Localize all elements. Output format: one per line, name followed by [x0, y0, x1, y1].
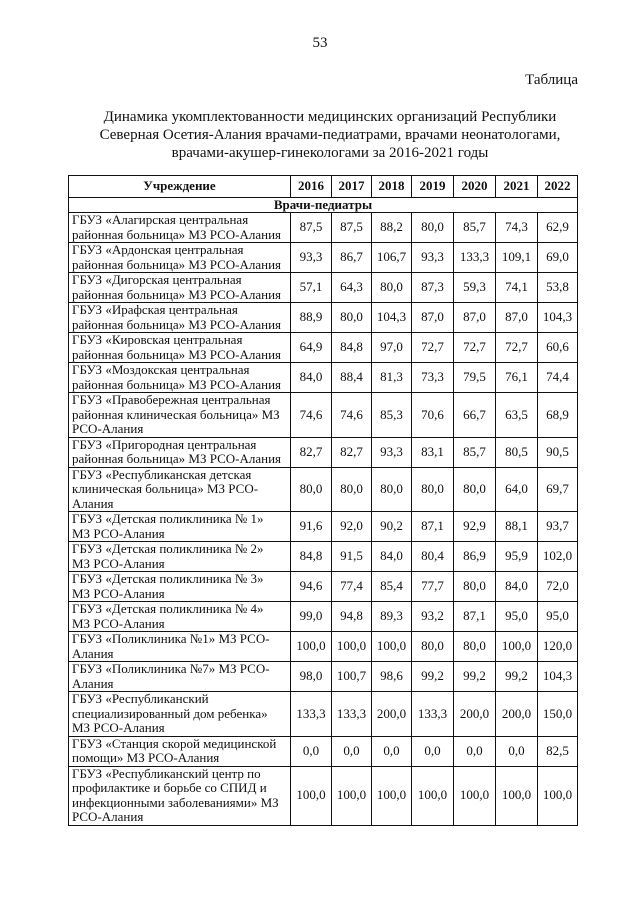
value-cell: 80,0: [412, 213, 454, 243]
value-cell: 104,3: [538, 303, 578, 333]
value-cell: 93,3: [412, 243, 454, 273]
value-cell: 74,6: [332, 393, 372, 438]
year-column-header: 2016: [291, 176, 332, 198]
value-cell: 93,2: [412, 602, 454, 632]
value-cell: 86,9: [454, 542, 496, 572]
value-cell: 80,0: [372, 467, 412, 512]
value-cell: 90,5: [538, 437, 578, 467]
value-cell: 73,3: [412, 363, 454, 393]
value-cell: 80,5: [496, 437, 538, 467]
value-cell: 84,8: [332, 333, 372, 363]
value-cell: 84,8: [291, 542, 332, 572]
institution-cell: ГБУЗ «Моздокская центральная районная больница» МЗ РСО-Алания: [69, 363, 291, 393]
value-cell: 64,0: [496, 467, 538, 512]
table-row: [69, 213, 578, 243]
year-column-header: 2018: [372, 176, 412, 198]
value-cell: 77,7: [412, 572, 454, 602]
value-cell: 80,0: [412, 467, 454, 512]
value-cell: 84,0: [372, 542, 412, 572]
value-cell: 0,0: [496, 736, 538, 766]
value-cell: 80,0: [291, 467, 332, 512]
value-cell: 99,0: [291, 602, 332, 632]
year-column-header: 2019: [412, 176, 454, 198]
value-cell: 63,5: [496, 393, 538, 438]
value-cell: 64,3: [332, 273, 372, 303]
value-cell: 104,3: [372, 303, 412, 333]
institution-cell: ГБУЗ «Детская поликлиника № 3» МЗ РСО-Алания: [69, 572, 291, 602]
institution-cell: ГБУЗ «Ирафская центральная районная больница» МЗ РСО-Алания: [69, 303, 291, 333]
value-cell: 62,9: [538, 213, 578, 243]
value-cell: 82,7: [332, 437, 372, 467]
value-cell: 109,1: [496, 243, 538, 273]
table-header-row: [69, 176, 578, 198]
value-cell: 72,0: [538, 572, 578, 602]
value-cell: 87,3: [412, 273, 454, 303]
value-cell: 82,7: [291, 437, 332, 467]
table-row: [69, 692, 578, 737]
value-cell: 84,0: [291, 363, 332, 393]
section-title: Врачи-педиатры: [69, 197, 578, 213]
value-cell: 74,4: [538, 363, 578, 393]
table-row: [69, 736, 578, 766]
value-cell: 87,0: [454, 303, 496, 333]
value-cell: 88,9: [291, 303, 332, 333]
value-cell: 95,9: [496, 542, 538, 572]
value-cell: 100,0: [332, 632, 372, 662]
institution-cell: ГБУЗ «Станция скорой медицинской помощи» МЗ РСО-Алания: [69, 736, 291, 766]
value-cell: 68,9: [538, 393, 578, 438]
value-cell: 93,7: [538, 512, 578, 542]
institution-cell: ГБУЗ «Республиканский специализированный дом ребенка» МЗ РСО-Алания: [69, 692, 291, 737]
value-cell: 133,3: [332, 692, 372, 737]
value-cell: 80,0: [332, 467, 372, 512]
value-cell: 95,0: [538, 602, 578, 632]
table-row: [69, 243, 578, 273]
value-cell: 133,3: [291, 692, 332, 737]
year-column-header: 2021: [496, 176, 538, 198]
value-cell: 100,0: [332, 766, 372, 825]
institution-cell: ГБУЗ «Пригородная центральная районная больница» МЗ РСО-Алания: [69, 437, 291, 467]
table-row: [69, 512, 578, 542]
table-row: [69, 542, 578, 572]
value-cell: 100,0: [291, 766, 332, 825]
table-row: [69, 572, 578, 602]
value-cell: 100,7: [332, 662, 372, 692]
value-cell: 90,2: [372, 512, 412, 542]
value-cell: 98,0: [291, 662, 332, 692]
value-cell: 80,0: [412, 632, 454, 662]
value-cell: 57,1: [291, 273, 332, 303]
table-body: [69, 197, 578, 825]
value-cell: 100,0: [372, 766, 412, 825]
value-cell: 99,2: [454, 662, 496, 692]
value-cell: 69,0: [538, 243, 578, 273]
institution-cell: ГБУЗ «Республиканская детская клиническая больница» МЗ РСО- Алания: [69, 467, 291, 512]
year-column-header: 2017: [332, 176, 372, 198]
value-cell: 60,6: [538, 333, 578, 363]
year-column-header: 2020: [454, 176, 496, 198]
institution-cell: ГБУЗ «Правобережная центральная районная клиническая больница» МЗ РСО-Алания: [69, 393, 291, 438]
section-row: [69, 197, 578, 213]
table-title: Динамика укомплектованности медицинских организаций Республики Северная Осетия-Алания врачами-педиатрами, врачами неонатологами, врачами-акушер-гинекологами за 2016-2021 годы: [99, 109, 561, 161]
table-row: [69, 333, 578, 363]
institution-cell: ГБУЗ «Республиканский центр по профилактике и борьбе со СПИД и инфекционными заболеваниями» МЗ РСО-Алания: [69, 766, 291, 825]
value-cell: 100,0: [372, 632, 412, 662]
value-cell: 87,5: [291, 213, 332, 243]
value-cell: 86,7: [332, 243, 372, 273]
table-row: [69, 393, 578, 438]
value-cell: 97,0: [372, 333, 412, 363]
value-cell: 91,5: [332, 542, 372, 572]
value-cell: 87,0: [496, 303, 538, 333]
value-cell: 100,0: [496, 632, 538, 662]
value-cell: 0,0: [454, 736, 496, 766]
value-cell: 93,3: [372, 437, 412, 467]
institution-cell: ГБУЗ «Кировская центральная районная больница» МЗ РСО-Алания: [69, 333, 291, 363]
value-cell: 87,5: [332, 213, 372, 243]
institution-cell: ГБУЗ «Детская поликлиника № 4» МЗ РСО-Алания: [69, 602, 291, 632]
value-cell: 85,4: [372, 572, 412, 602]
table-row: [69, 363, 578, 393]
value-cell: 64,9: [291, 333, 332, 363]
value-cell: 104,3: [538, 662, 578, 692]
institution-cell: ГБУЗ «Детская поликлиника № 1» МЗ РСО-Алания: [69, 512, 291, 542]
value-cell: 87,0: [412, 303, 454, 333]
value-cell: 70,6: [412, 393, 454, 438]
value-cell: 59,3: [454, 273, 496, 303]
table-row: [69, 273, 578, 303]
institution-cell: ГБУЗ «Дигорская центральная районная больница» МЗ РСО-Алания: [69, 273, 291, 303]
table-row: [69, 602, 578, 632]
value-cell: 74,1: [496, 273, 538, 303]
value-cell: 85,7: [454, 213, 496, 243]
value-cell: 93,3: [291, 243, 332, 273]
page-number: 53: [312, 35, 328, 51]
value-cell: 150,0: [538, 692, 578, 737]
value-cell: 80,0: [332, 303, 372, 333]
institution-cell: ГБУЗ «Поликлиника №1» МЗ РСО- Алания: [69, 632, 291, 662]
value-cell: 100,0: [291, 632, 332, 662]
value-cell: 83,1: [412, 437, 454, 467]
value-cell: 87,1: [454, 602, 496, 632]
value-cell: 80,0: [454, 572, 496, 602]
value-cell: 85,7: [454, 437, 496, 467]
institution-cell: ГБУЗ «Ардонская центральная районная больница» МЗ РСО-Алания: [69, 243, 291, 273]
table-row: [69, 766, 578, 825]
value-cell: 95,0: [496, 602, 538, 632]
value-cell: 77,4: [332, 572, 372, 602]
value-cell: 53,8: [538, 273, 578, 303]
value-cell: 100,0: [454, 766, 496, 825]
value-cell: 100,0: [496, 766, 538, 825]
value-cell: 0,0: [372, 736, 412, 766]
value-cell: 88,4: [332, 363, 372, 393]
value-cell: 72,7: [454, 333, 496, 363]
table-row: [69, 467, 578, 512]
institution-cell: ГБУЗ «Алагирская центральная районная больница» МЗ РСО-Алания: [69, 213, 291, 243]
value-cell: 88,1: [496, 512, 538, 542]
value-cell: 76,1: [496, 363, 538, 393]
institution-cell: ГБУЗ «Детская поликлиника № 2» МЗ РСО-Алания: [69, 542, 291, 572]
value-cell: 98,6: [372, 662, 412, 692]
value-cell: 85,3: [372, 393, 412, 438]
value-cell: 69,7: [538, 467, 578, 512]
value-cell: 99,2: [496, 662, 538, 692]
value-cell: 80,0: [454, 632, 496, 662]
value-cell: 66,7: [454, 393, 496, 438]
year-column-header: 2022: [538, 176, 578, 198]
value-cell: 133,3: [412, 692, 454, 737]
value-cell: 0,0: [291, 736, 332, 766]
value-cell: 120,0: [538, 632, 578, 662]
table-row: [69, 437, 578, 467]
value-cell: 0,0: [412, 736, 454, 766]
value-cell: 92,9: [454, 512, 496, 542]
value-cell: 92,0: [332, 512, 372, 542]
value-cell: 100,0: [538, 766, 578, 825]
value-cell: 200,0: [454, 692, 496, 737]
value-cell: 88,2: [372, 213, 412, 243]
value-cell: 94,6: [291, 572, 332, 602]
value-cell: 200,0: [372, 692, 412, 737]
value-cell: 89,3: [372, 602, 412, 632]
value-cell: 74,6: [291, 393, 332, 438]
value-cell: 74,3: [496, 213, 538, 243]
value-cell: 106,7: [372, 243, 412, 273]
value-cell: 102,0: [538, 542, 578, 572]
value-cell: 200,0: [496, 692, 538, 737]
table-row: [69, 303, 578, 333]
table-row: [69, 632, 578, 662]
value-cell: 94,8: [332, 602, 372, 632]
institution-column-header: Учреждение: [69, 176, 291, 198]
value-cell: 91,6: [291, 512, 332, 542]
value-cell: 80,4: [412, 542, 454, 572]
table-row: [69, 662, 578, 692]
value-cell: 79,5: [454, 363, 496, 393]
value-cell: 99,2: [412, 662, 454, 692]
value-cell: 0,0: [332, 736, 372, 766]
value-cell: 80,0: [454, 467, 496, 512]
value-cell: 82,5: [538, 736, 578, 766]
value-cell: 133,3: [454, 243, 496, 273]
value-cell: 80,0: [372, 273, 412, 303]
value-cell: 87,1: [412, 512, 454, 542]
value-cell: 100,0: [412, 766, 454, 825]
table-label: Таблица: [525, 72, 578, 88]
staffing-table: [68, 175, 578, 826]
value-cell: 84,0: [496, 572, 538, 602]
value-cell: 81,3: [372, 363, 412, 393]
value-cell: 72,7: [412, 333, 454, 363]
value-cell: 72,7: [496, 333, 538, 363]
institution-cell: ГБУЗ «Поликлиника №7» МЗ РСО- Алания: [69, 662, 291, 692]
